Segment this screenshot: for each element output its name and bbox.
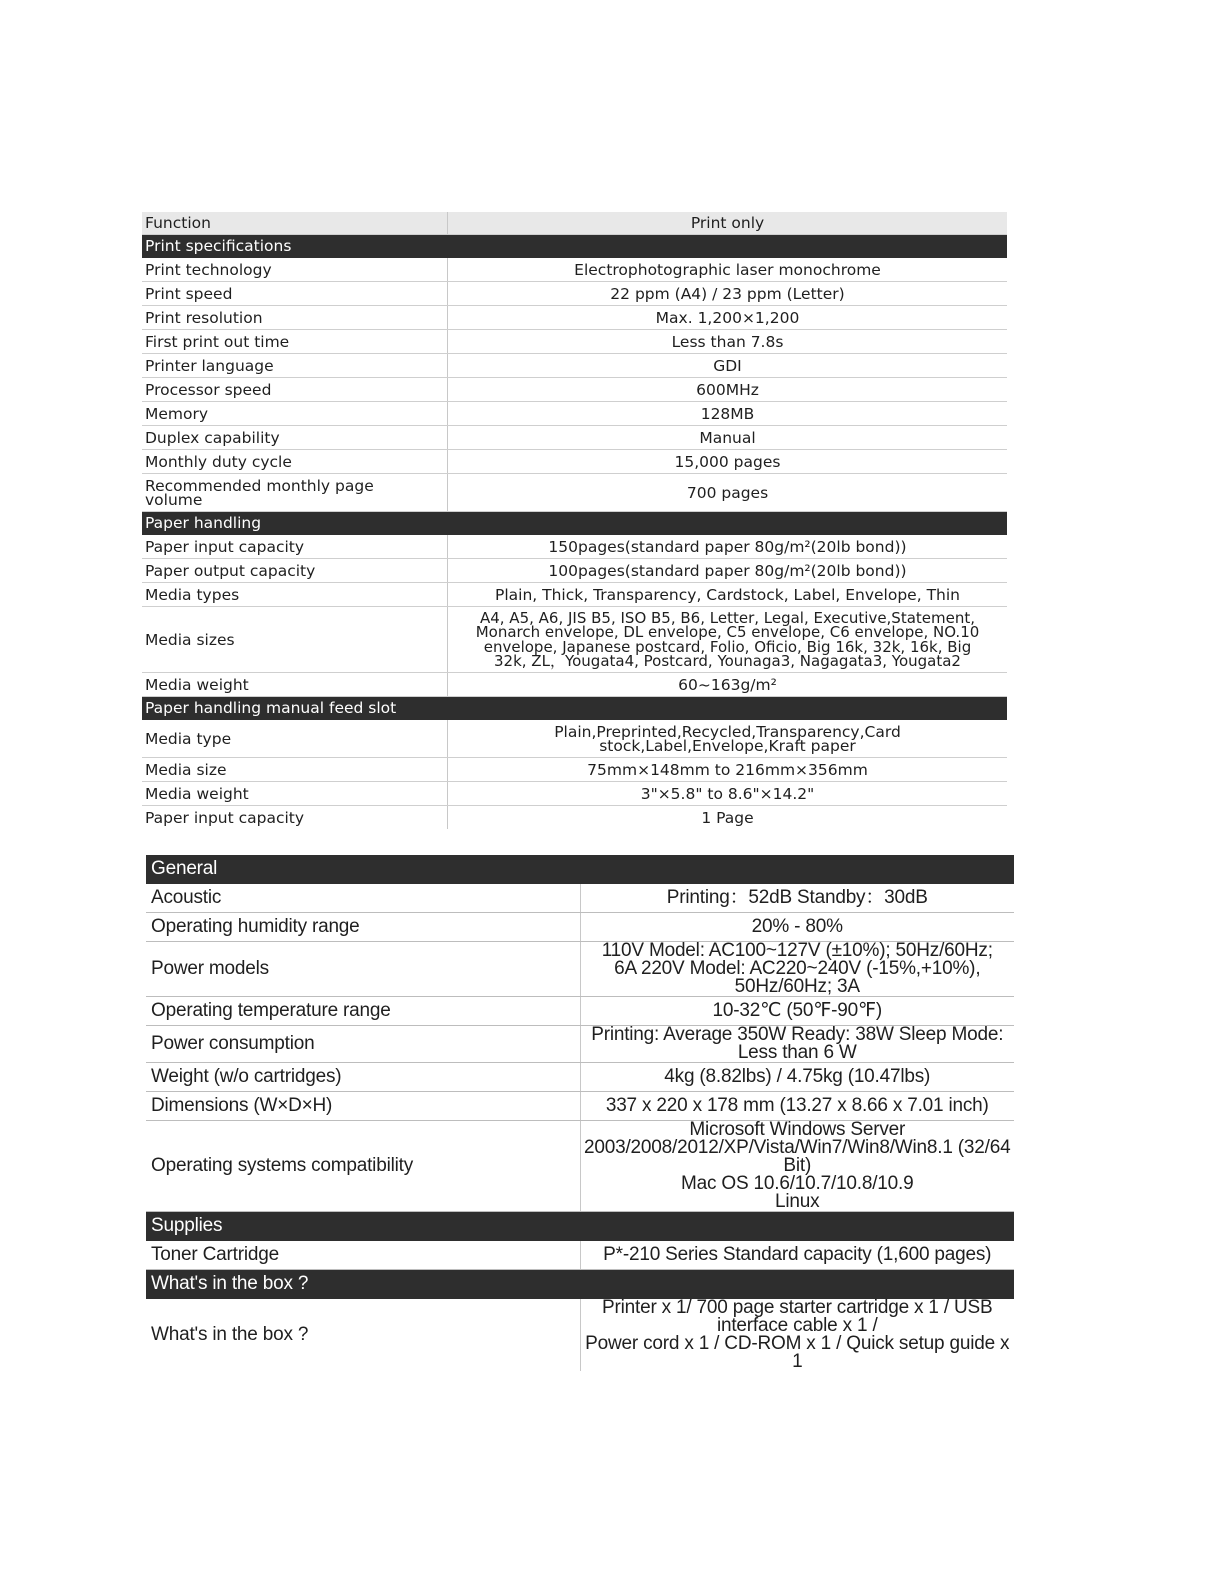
table-row — [146, 1026, 1014, 1063]
row-label: Memory — [142, 402, 448, 426]
table-row — [142, 450, 1007, 474]
row-label: Media weight — [142, 673, 448, 697]
row-label: Printer language — [142, 354, 448, 378]
table-row — [142, 607, 1007, 673]
table-row — [146, 1092, 1014, 1121]
row-value: 20% - 80% — [580, 913, 1014, 942]
table-header-row — [142, 212, 1007, 235]
table-row — [146, 913, 1014, 942]
row-label: Media sizes — [142, 607, 448, 673]
row-label: Paper output capacity — [142, 559, 448, 583]
row-label: Print technology — [142, 258, 448, 282]
row-value: Less than 7.8s — [448, 330, 1008, 354]
table-row — [146, 1063, 1014, 1092]
row-value: Microsoft Windows Server 2003/2008/2012/XP/Vista/Win7/Win8/Win8.1 (32/64 Bit) Mac OS 10.6/10.7/10.8/10.9 Linux — [580, 1121, 1014, 1212]
row-value: 1 Page — [701, 808, 754, 827]
row-value: Electrophotographic laser monochrome — [448, 258, 1008, 282]
row-value: Plain, Thick, Transparency, Cardstock, Label, Envelope, Thin — [448, 583, 1008, 607]
row-value: 150pages(standard paper 80g/m²(20lb bond)) — [448, 535, 1008, 559]
table-row — [142, 673, 1007, 697]
row-value: 4kg (8.82lbs) / 4.75kg (10.47lbs) — [580, 1063, 1014, 1092]
row-value: 128MB — [448, 402, 1008, 426]
general-spec-table — [146, 855, 1014, 1371]
row-value: 75mm×148mm to 216mm×356mm — [448, 758, 1008, 782]
section-general — [146, 855, 1014, 884]
row-value: Max. 1,200×1,200 — [448, 306, 1008, 330]
row-label: Operating humidity range — [146, 913, 580, 942]
row-label: Print resolution — [142, 306, 448, 330]
row-value: 60~163g/m² — [448, 673, 1008, 697]
table-row — [142, 258, 1007, 282]
row-value: Printing: Average 350W Ready: 38W Sleep Mode: Less than 6 W — [580, 1026, 1014, 1063]
row-value: 10-32℃ (50℉-90℉) — [580, 997, 1014, 1026]
section-supplies — [146, 1212, 1014, 1241]
table-row — [142, 559, 1007, 583]
row-value: 15,000 pages — [448, 450, 1008, 474]
row-label: Print speed — [142, 282, 448, 306]
table-row — [142, 583, 1007, 607]
table-row — [142, 474, 1007, 512]
row-value: 100pages(standard paper 80g/m²(20lb bond)) — [448, 559, 1008, 583]
table-row — [142, 758, 1007, 782]
row-label: Paper input capacity — [142, 535, 448, 559]
table-row — [146, 884, 1014, 913]
row-label: Weight (w/o cartridges) — [146, 1063, 580, 1092]
row-label: Processor speed — [142, 378, 448, 402]
row-label: Media size — [142, 758, 448, 782]
row-label: Power consumption — [146, 1026, 580, 1063]
row-value: 22 ppm (A4) / 23 ppm (Letter) — [448, 282, 1008, 306]
row-label: Power models — [146, 942, 580, 997]
row-label: Acoustic — [146, 884, 580, 913]
row-value: GDI — [448, 354, 1008, 378]
row-label: Dimensions (W×D×H) — [146, 1092, 580, 1121]
table-row — [146, 1241, 1014, 1270]
table-row — [142, 378, 1007, 402]
row-label: Media weight — [142, 782, 448, 806]
table-row — [142, 782, 1007, 806]
row-label: What's in the box ? — [146, 1299, 580, 1372]
section-manual-feed-slot — [142, 697, 1007, 720]
row-label: Toner Cartridge — [146, 1241, 580, 1270]
row-value: 337 x 220 x 178 mm (13.27 x 8.66 x 7.01 inch) — [580, 1092, 1014, 1121]
section-title: Paper handling — [142, 512, 1007, 535]
row-value: Plain,Preprinted,Recycled,Transparency,Card stock,Label,Envelope,Kraft paper — [448, 720, 1008, 758]
row-label: Operating systems compatibility — [146, 1121, 580, 1212]
row-label: First print out time — [142, 330, 448, 354]
row-label: Media type — [142, 720, 448, 758]
table-row — [142, 806, 1007, 830]
row-label: Operating temperature range — [146, 997, 580, 1026]
table-row — [146, 997, 1014, 1026]
row-value: 700 pages — [448, 474, 1008, 512]
row-value: Printing：52dB Standby：30dB — [580, 884, 1014, 913]
table-row — [142, 426, 1007, 450]
section-title: Print specifications — [142, 235, 1007, 258]
row-value: 110V Model: AC100~127V (±10%); 50Hz/60Hz; 6A 220V Model: AC220~240V (-15%,+10%), 50Hz/60Hz; 3A — [580, 942, 1014, 997]
table-row — [142, 330, 1007, 354]
row-value: 3"×5.8" to 8.6"×14.2" — [448, 782, 1008, 806]
section-title: What's in the box ? — [146, 1270, 1014, 1299]
section-title: Paper handling manual feed slot — [142, 697, 1007, 720]
row-label: Monthly duty cycle — [142, 450, 448, 474]
row-label: Recommended monthly page volume — [142, 474, 448, 512]
row-value: P*-210 Series Standard capacity (1,600 pages) — [580, 1241, 1014, 1270]
table-row — [142, 306, 1007, 330]
section-print-specifications — [142, 235, 1007, 258]
row-label: Media types — [142, 583, 448, 607]
row-value: Manual — [448, 426, 1008, 450]
header-value: Print only — [448, 212, 1008, 235]
table-row — [142, 354, 1007, 378]
row-label: Paper input capacity — [142, 806, 448, 830]
header-label: Function — [142, 212, 448, 235]
row-value: Printer x 1/ 700 page starter cartridge x 1 / USB interface cable x 1 / Power cord x 1 / CD-ROM x 1 / Quick setup guide x 1 — [585, 1297, 1010, 1372]
row-label: Duplex capability — [142, 426, 448, 450]
table-row — [142, 720, 1007, 758]
table-row — [146, 942, 1014, 997]
table-row — [142, 282, 1007, 306]
table-row — [146, 1121, 1014, 1212]
section-paper-handling — [142, 512, 1007, 535]
print-spec-table — [142, 212, 1007, 829]
row-value: A4, A5, A6, JIS B5, ISO B5, B6, Letter, Legal, Executive,Statement, Monarch envelope, DL envelope, C5 envelope, C6 envelope, NO.10 envelope, Japanese postcard, Folio, Oficio, Big 16k, 32k, 16k, Big 32k, ZL，Yougata4, Postcard, Younaga3, Nagagata3, Yougata2 — [448, 607, 1008, 673]
table-row — [146, 1299, 1014, 1372]
table-row — [142, 535, 1007, 559]
row-value: 600MHz — [448, 378, 1008, 402]
section-title: General — [146, 855, 1014, 884]
table-row — [142, 402, 1007, 426]
section-whats-in-the-box — [146, 1270, 1014, 1299]
section-title: Supplies — [146, 1212, 1014, 1241]
